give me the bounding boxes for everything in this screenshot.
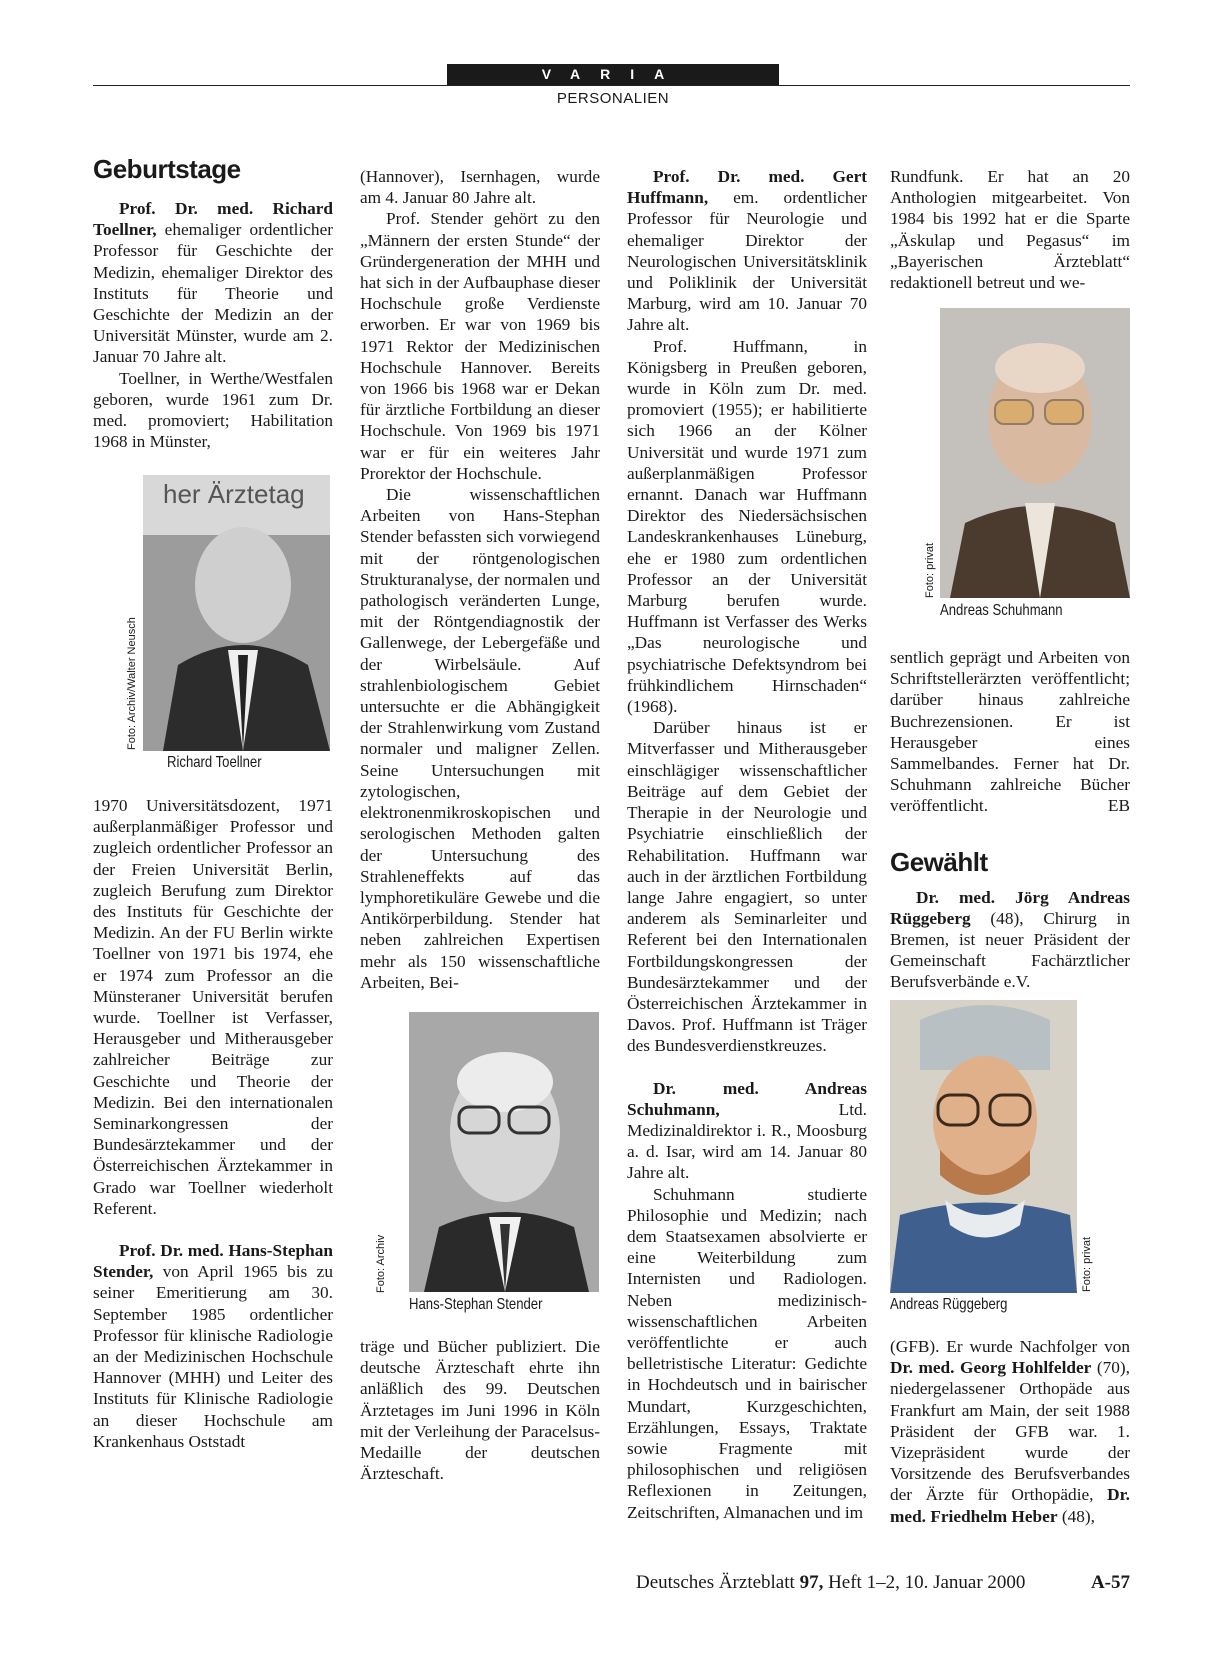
photo-caption: Hans-Stephan Stender bbox=[409, 1296, 543, 1313]
column-2 bbox=[360, 166, 600, 993]
person-name: Dr. med. Jörg Andreas Rüggeberg bbox=[890, 887, 1130, 928]
paragraph-stender-intro bbox=[93, 1240, 333, 1452]
person-name: Prof. Dr. med. Hans-Stephan Stender, bbox=[93, 1241, 333, 1282]
photo-richard-toellner bbox=[143, 475, 330, 751]
column-1-continued bbox=[93, 795, 333, 1452]
person-name: Prof. Dr. med. Gert Huffmann, bbox=[627, 167, 867, 208]
photo-credit: Foto: Archiv/Walter Neusch bbox=[126, 617, 138, 750]
paragraph-toellner-intro bbox=[93, 198, 333, 368]
paragraph-schuhmann-intro bbox=[627, 1078, 867, 1184]
journal-name: Deutsches Ärzteblatt bbox=[636, 1572, 795, 1593]
photo-caption: Andreas Rüggeberg bbox=[890, 1296, 1008, 1313]
column-4 bbox=[890, 166, 1130, 293]
paragraph-text: (GFB). Er wurde Nachfolger von bbox=[890, 1337, 1130, 1356]
person-name: Dr. med. Georg Hohlfelder bbox=[890, 1358, 1092, 1378]
photo-caption: Andreas Schuhmann bbox=[940, 602, 1063, 619]
photo-andreas-rueggeberg bbox=[890, 1000, 1077, 1293]
paragraph-text: (48), bbox=[1057, 1506, 1095, 1526]
heading-gewaehlt: Gewählt bbox=[890, 846, 988, 877]
issue-info: Heft 1–2, 10. Januar 2000 bbox=[828, 1572, 1026, 1593]
paragraph-rueggeberg-intro bbox=[890, 887, 1130, 993]
paragraph-text: von April 1965 bis zu seiner Emeritierung am 30. September 1985 ordentlicher Professor für klinische Radiologie an der Medizinischen Hochschule Hannover (MHH) und Leiter des Instituts für Klinische Radiologie an dieser Hochschule am Krankenhaus Oststadt bbox=[93, 1262, 333, 1451]
paragraph-huffmann-intro bbox=[627, 166, 867, 336]
section-label: VARIA bbox=[447, 64, 779, 85]
paragraph-text: (48), Chirurg in Bremen, ist neuer Präsident der Gemeinschaft Fachärztlicher Berufsverbände e.V. bbox=[890, 908, 1130, 992]
header-rule bbox=[93, 85, 1130, 86]
paragraph-toellner-bio: Toellner, in Werthe/Westfalen geboren, wurde 1961 zum Dr. med. promoviert; Habilitation 1968 in Münster, bbox=[93, 368, 333, 452]
person-name: Dr. med. Andreas Schuhmann, bbox=[627, 1078, 867, 1119]
paragraph-text: em. ordentlicher Professor für Neurologie und ehemaliger Direktor der Neurologischen Universitätsklinik und Poliklinik der Universität Marburg, wird am 10. Januar 70 Jahre alt. bbox=[627, 188, 867, 335]
paragraph-huffmann-work: Darüber hinaus ist er Mitverfasser und Mitherausgeber einschlägiger wissenschaftlicher Beiträge auf dem Gebiet der Therapie in der Neurologie und Psychiatrie einschließlich der Rehabilitation. Huffmann war auch in der ärztlichen Fortbildung lange Jahre engagiert, so unter anderem als Seminarleiter und Referent bei den Internationalen Fortbildungskongressen der Bundesärztekammer und der Österreichischen Ärztekammer in Davos. Prof. Huffmann ist Träger des Bundesverdienstkreuzes. bbox=[627, 718, 867, 1056]
author-signature: EB bbox=[1107, 796, 1130, 816]
volume-number: 97, bbox=[799, 1572, 824, 1593]
paragraph-text: sentlich geprägt und Arbeiten von Schriftstellerärzten veröffentlicht; darüber hinaus zahlreiche Buchrezensionen. Er ist Herausgeber eines Sammelbandes. Ferner hat Dr. Schuhmann zahlreiche Bücher veröffentlicht. bbox=[890, 648, 1130, 816]
paragraph-stender-research: Die wissenschaftlichen Arbeiten von Hans-Stephan Stender befassten sich vorwiegend mit der röntgenologischen Strukturanalyse, der normalen und pathologisch veränderten Lunge, mit der Röntgendiagnostik der Gallenwege, der Lebergefäße und der Wirbelsäule. Auf strahlenbiologischem Gebiet untersuchte er die Abhängigkeit der Strahlenwirkung vom Zustand normaler und maligner Zellen. Seine Untersuchungen mit zytologischen, elektronenmikroskopischen und serologischen Methoden galten der Untersuchung des Strahleneffekts auf das lymphoretikuläre Gewebe und die Antikörperbildung. Stender hat neben zahlreichen Expertisen mehr als 150 wissenschaftliche Arbeiten, Bei- bbox=[360, 485, 600, 992]
photo-credit: Foto: Archiv bbox=[375, 1234, 387, 1293]
column-3 bbox=[627, 166, 867, 1523]
paragraph-gfb-succession bbox=[890, 1336, 1130, 1527]
photo-andreas-schuhmann bbox=[940, 308, 1130, 598]
page-footer bbox=[636, 1572, 1130, 1594]
person-name: Dr. med. Friedhelm Heber bbox=[890, 1485, 1130, 1526]
paragraph-text: Ltd. Medizinaldirektor i. R., Moosburg a. d. Isar, wird am 14. Januar 80 Jahre alt. bbox=[627, 1099, 867, 1183]
column-2-continued bbox=[360, 1336, 600, 1484]
paragraph-text: (70), niedergelassener Orthopäde aus Frankfurt am Main, der seit 1988 Präsident der GFB war. 1. Vizepräsident wurde der Vorsitzende des Berufsverbandes der Ärzte für Orthopädie, bbox=[890, 1358, 1131, 1505]
paragraph-schuhmann-rundfunk: Rundfunk. Er hat an 20 Anthologien mitgearbeitet. Von 1984 bis 1992 hat er die Sparte „Äskulap und Pegasus“ im „Bayerischen Ärzteblatt“ redaktionell betreut und we- bbox=[890, 167, 1130, 293]
photo-credit: Foto: privat bbox=[924, 542, 936, 598]
paragraph-schuhmann-career: Schuhmann studierte Philosophie und Medizin; nach dem Staatsexamen absolvierte er eine Weiterbildung zum Internisten und Radiologen. Neben medizinisch-wissenschaftlichen Arbeiten veröffentlichte er auch belletristische Literatur: Gedichte in Hochdeutsch und in bairischer Mundart, Kurzgeschichten, Erzählungen, Essays, Traktate sowie Fragmente mit philosophischen und religiösen Reflexionen in Zeitungen, Zeitschriften, Almanachen und im bbox=[627, 1184, 867, 1522]
paragraph-stender-age: (Hannover), Isernhagen, wurde am 4. Januar 80 Jahre alt. bbox=[360, 167, 600, 208]
paragraph-text: ehemaliger ordentlicher Professor für Geschichte der Medizin, ehemaliger Direktor des Instituts für Theorie und Geschichte der Medizin an der Universität Münster, wurde am 2. Januar 70 Jahre alt. bbox=[93, 220, 333, 367]
paragraph-stender-mhh: Prof. Stender gehört zu den „Männern der ersten Stunde“ der Gründergeneration der MHH und hat sich in der Aufbauphase dieser Hochschule große Verdienste erworben. Er war von 1969 bis 1971 Rektor der Medizinischen Hochschule Hannover. Bereits von 1966 bis 1968 war er Dekan für ärztliche Fortbildung an dieser Hochschule. Von 1969 bis 1971 war er für ein weiteres Jahr Prorektor der Hochschule. bbox=[360, 209, 600, 483]
paragraph-toellner-career: 1970 Universitätsdozent, 1971 außerplanmäßiger Professor und zugleich ordentlicher Professor an der Freien Universität Berlin, zugleich Berufung zum Direktor des Instituts für Geschichte der Medizin. An der FU Berlin wirkte Toellner von 1971 bis 1974, ehe er 1974 zum Professor an die Münsteraner Universität berufen wurde. Toellner ist Verfasser, Herausgeber und Mitherausgeber zahlreicher Beiträge zur Geschichte und Theorie der Medizin. Bei den internationalen Seminarkongressen der Bundesärztekammer und der Österreichischen Ärztekammer in Grado war Toellner wiederholt Referent. bbox=[93, 796, 333, 1218]
photo-caption: Richard Toellner bbox=[167, 754, 262, 771]
paragraph-stender-honors: träge und Bücher publiziert. Die deutsche Ärzteschaft ehrte ihn anläßlich des 99. Deutschen Ärztetages im Juni 1996 in Köln mit der Verleihung der Paracelsus-Medaille der deutschen Ärzteschaft. bbox=[360, 1337, 600, 1484]
svg-text:her Ärztetag: her Ärztetag bbox=[163, 479, 305, 509]
paragraph-schuhmann-works bbox=[890, 647, 1130, 817]
heading-geburtstage: Geburtstage bbox=[93, 154, 241, 184]
photo-hans-stephan-stender bbox=[409, 1012, 599, 1292]
column-4-bottom bbox=[890, 1336, 1130, 1527]
column-4-continued bbox=[890, 647, 1130, 993]
page-number: A-57 bbox=[1090, 1572, 1130, 1593]
photo-credit: Foto: privat bbox=[1081, 1236, 1093, 1292]
subsection-label: PERSONALIEN bbox=[556, 90, 670, 107]
person-name: Prof. Dr. med. Richard Toellner, bbox=[93, 199, 333, 240]
column-1 bbox=[93, 154, 333, 452]
paragraph-huffmann-career: Prof. Huffmann, in Königsberg in Preußen geboren, wurde in Köln zum Dr. med. promoviert (1955); er habilitierte sich 1966 an der Kölner Universität und wurde 1971 zum außerplanmäßigen Professor ernannt. Danach war Huffmann Direktor des Niedersächsischen Landeskrankenhauses Lüneburg, ehe er 1980 zum ordentlichen Professor an der Universität Marburg berufen wurde. Huffmann ist Verfasser des Werks „Das neurologische und psychiatrische Defektsyndrom bei frühkindlichem Hirnschaden“ (1968). bbox=[627, 336, 867, 717]
